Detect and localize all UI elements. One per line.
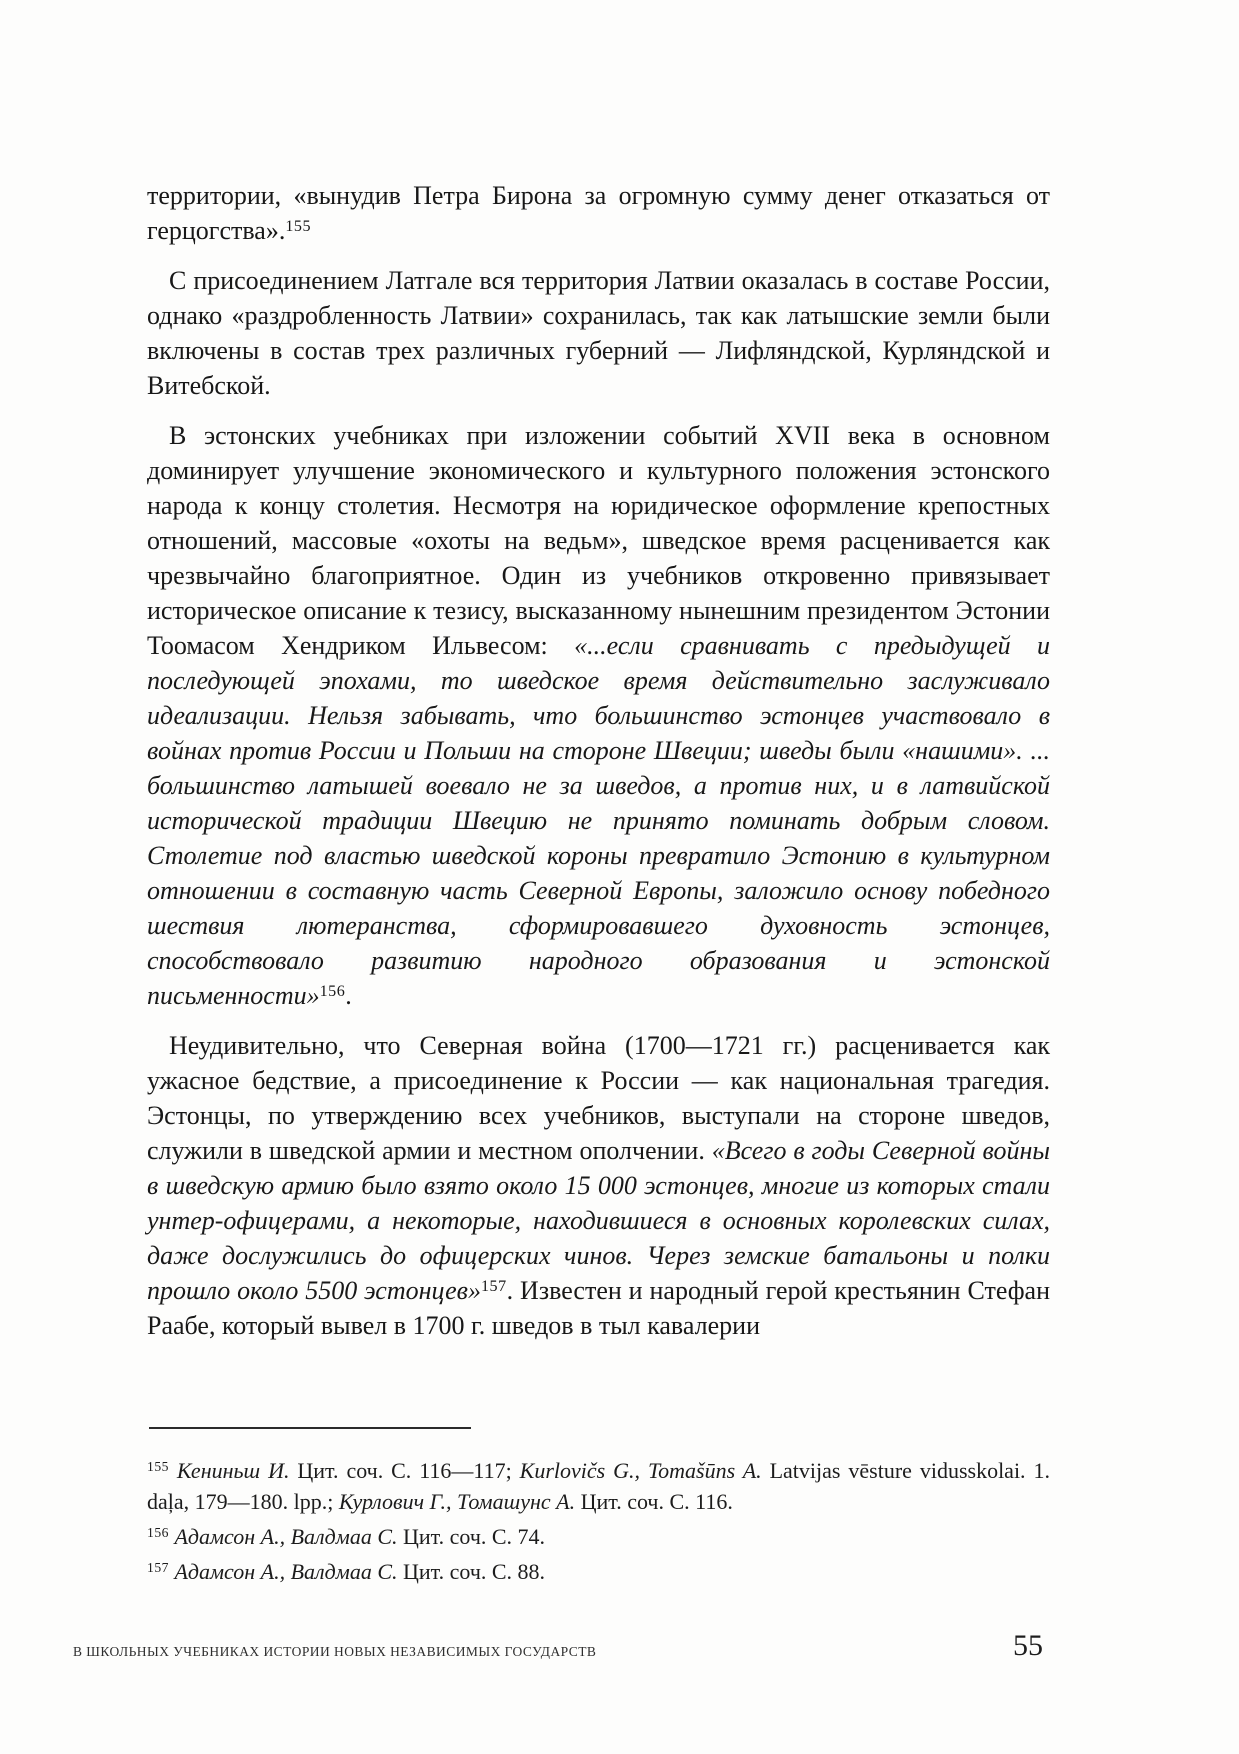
footnote bbox=[147, 1521, 1050, 1552]
footnote bbox=[147, 1455, 1050, 1517]
footnote-marker: 156 bbox=[147, 1525, 169, 1541]
paragraph-1 bbox=[147, 178, 1050, 248]
footnote bbox=[147, 1556, 1050, 1587]
text-run: Цит. соч. С. 74. bbox=[397, 1524, 546, 1549]
emphasis-text: Адамсон А., Валдмаа С. bbox=[174, 1559, 398, 1584]
text-run: Цит. соч. С. 116. bbox=[575, 1489, 733, 1514]
body-text bbox=[147, 178, 1050, 1343]
emphasis-text: «...если сравнивать с предыдущей и последующей эпохами, то шведское время действительно заслуживало идеализации. Нельзя забывать, что большинство эстонцев участвовало в войнах против России и Польши на стороне Швеции; шведы были «нашими». ... большинство латышей воевало не за шведов, а против них, и в латвийской исторической традиции Швецию не принято поминать добрым словом. Столетие под властью шведской короны превратило Эстонию в культурном отношении в составную часть Северной Европы, заложило основу победного шествия лютеранства, сформировавшего духовность эстонцев, способствовало развитию народного образования и эстонской письменности» bbox=[147, 631, 1051, 1010]
text-run: . Известен и народный герой крестьянин Стефан Раабе, который вывел в 1700 г. шведов в тыл кавалерии bbox=[147, 1276, 1050, 1340]
page-number: 55 bbox=[1013, 1629, 1043, 1662]
text-run: С присоединением Латгале вся территория Латвии оказалась в составе России, однако «раздробленность Латвии» сохранилась, так как латышские земли были включены в состав трех различных губерний — Лифляндской, Курляндской и Витебской. bbox=[147, 266, 1050, 400]
text-run: . bbox=[345, 981, 352, 1010]
running-footer bbox=[73, 1644, 596, 1660]
footnote-marker: 157 bbox=[147, 1560, 169, 1576]
text-run: Цит. соч. С. 88. bbox=[397, 1559, 546, 1584]
footnote-ref: 157 bbox=[480, 1278, 507, 1296]
emphasis-text: Kurlovičs G., Tomašūns A. bbox=[519, 1458, 762, 1483]
paragraph-3 bbox=[147, 418, 1050, 1013]
text-run: территории, «вынудив Петра Бирона за огромную сумму денег отказаться от герцогства». bbox=[147, 181, 1050, 245]
text-run: В эстонских учебниках при изложении событий XVII века в основном доминирует улучшение экономического и культурного положения эстонского народа к концу столетия. Несмотря на юридическое оформление крепостных отношений, массовые «охоты на ведьм», шведское время расценивается как чрезвычайно благоприятное. Один из учебников откровенно привязывает историческое описание к тезису, высказанному нынешним президентом Эстонии Тоомасом Хендриком Ильвесом: bbox=[147, 421, 1050, 660]
emphasis-text: Адамсон А., Валдмаа С. bbox=[174, 1524, 398, 1549]
footnote-marker: 155 bbox=[147, 1459, 169, 1475]
paragraph-4 bbox=[147, 1028, 1050, 1343]
running-title: В ШКОЛЬНЫХ УЧЕБНИКАХ ИСТОРИИ НОВЫХ НЕЗАВИСИМЫХ ГОСУДАРСТВ bbox=[73, 1644, 597, 1659]
footnotes bbox=[147, 1455, 1050, 1591]
text-run: Цит. соч. С. 116—117; bbox=[289, 1458, 520, 1483]
emphasis-text: Курлович Г., Томашунс А. bbox=[338, 1489, 576, 1514]
footnote-ref: 156 bbox=[319, 983, 346, 1001]
text-run: Неудивительно, что Северная война (1700—1721 гг.) расценивается как ужасное бедствие, а присоединение к России — как национальная трагедия. Эстонцы, по утверждению всех учебников, выступали на стороне шведов, служили в шведской армии и местном ополчении. bbox=[147, 1031, 1050, 1165]
paragraph-2 bbox=[147, 263, 1050, 403]
footnote-ref: 155 bbox=[285, 218, 311, 236]
emphasis-text: «Всего в годы Северной войны в шведскую армию было взято около 15 000 эстонцев, многие из которых стали унтер-офицерами, а некоторые, находившиеся в основных королевских силах, даже дослужились до офицерских чинов. Через земские батальоны и полки прошло около 5500 эстонцев» bbox=[147, 1136, 1050, 1305]
emphasis-text: Кениньш И. bbox=[176, 1458, 290, 1483]
text-run: Latvijas vēsture vidusskolai. 1. daļa, 179—180. lpp.; bbox=[147, 1458, 1050, 1514]
footnote-separator-rule bbox=[149, 1427, 471, 1429]
